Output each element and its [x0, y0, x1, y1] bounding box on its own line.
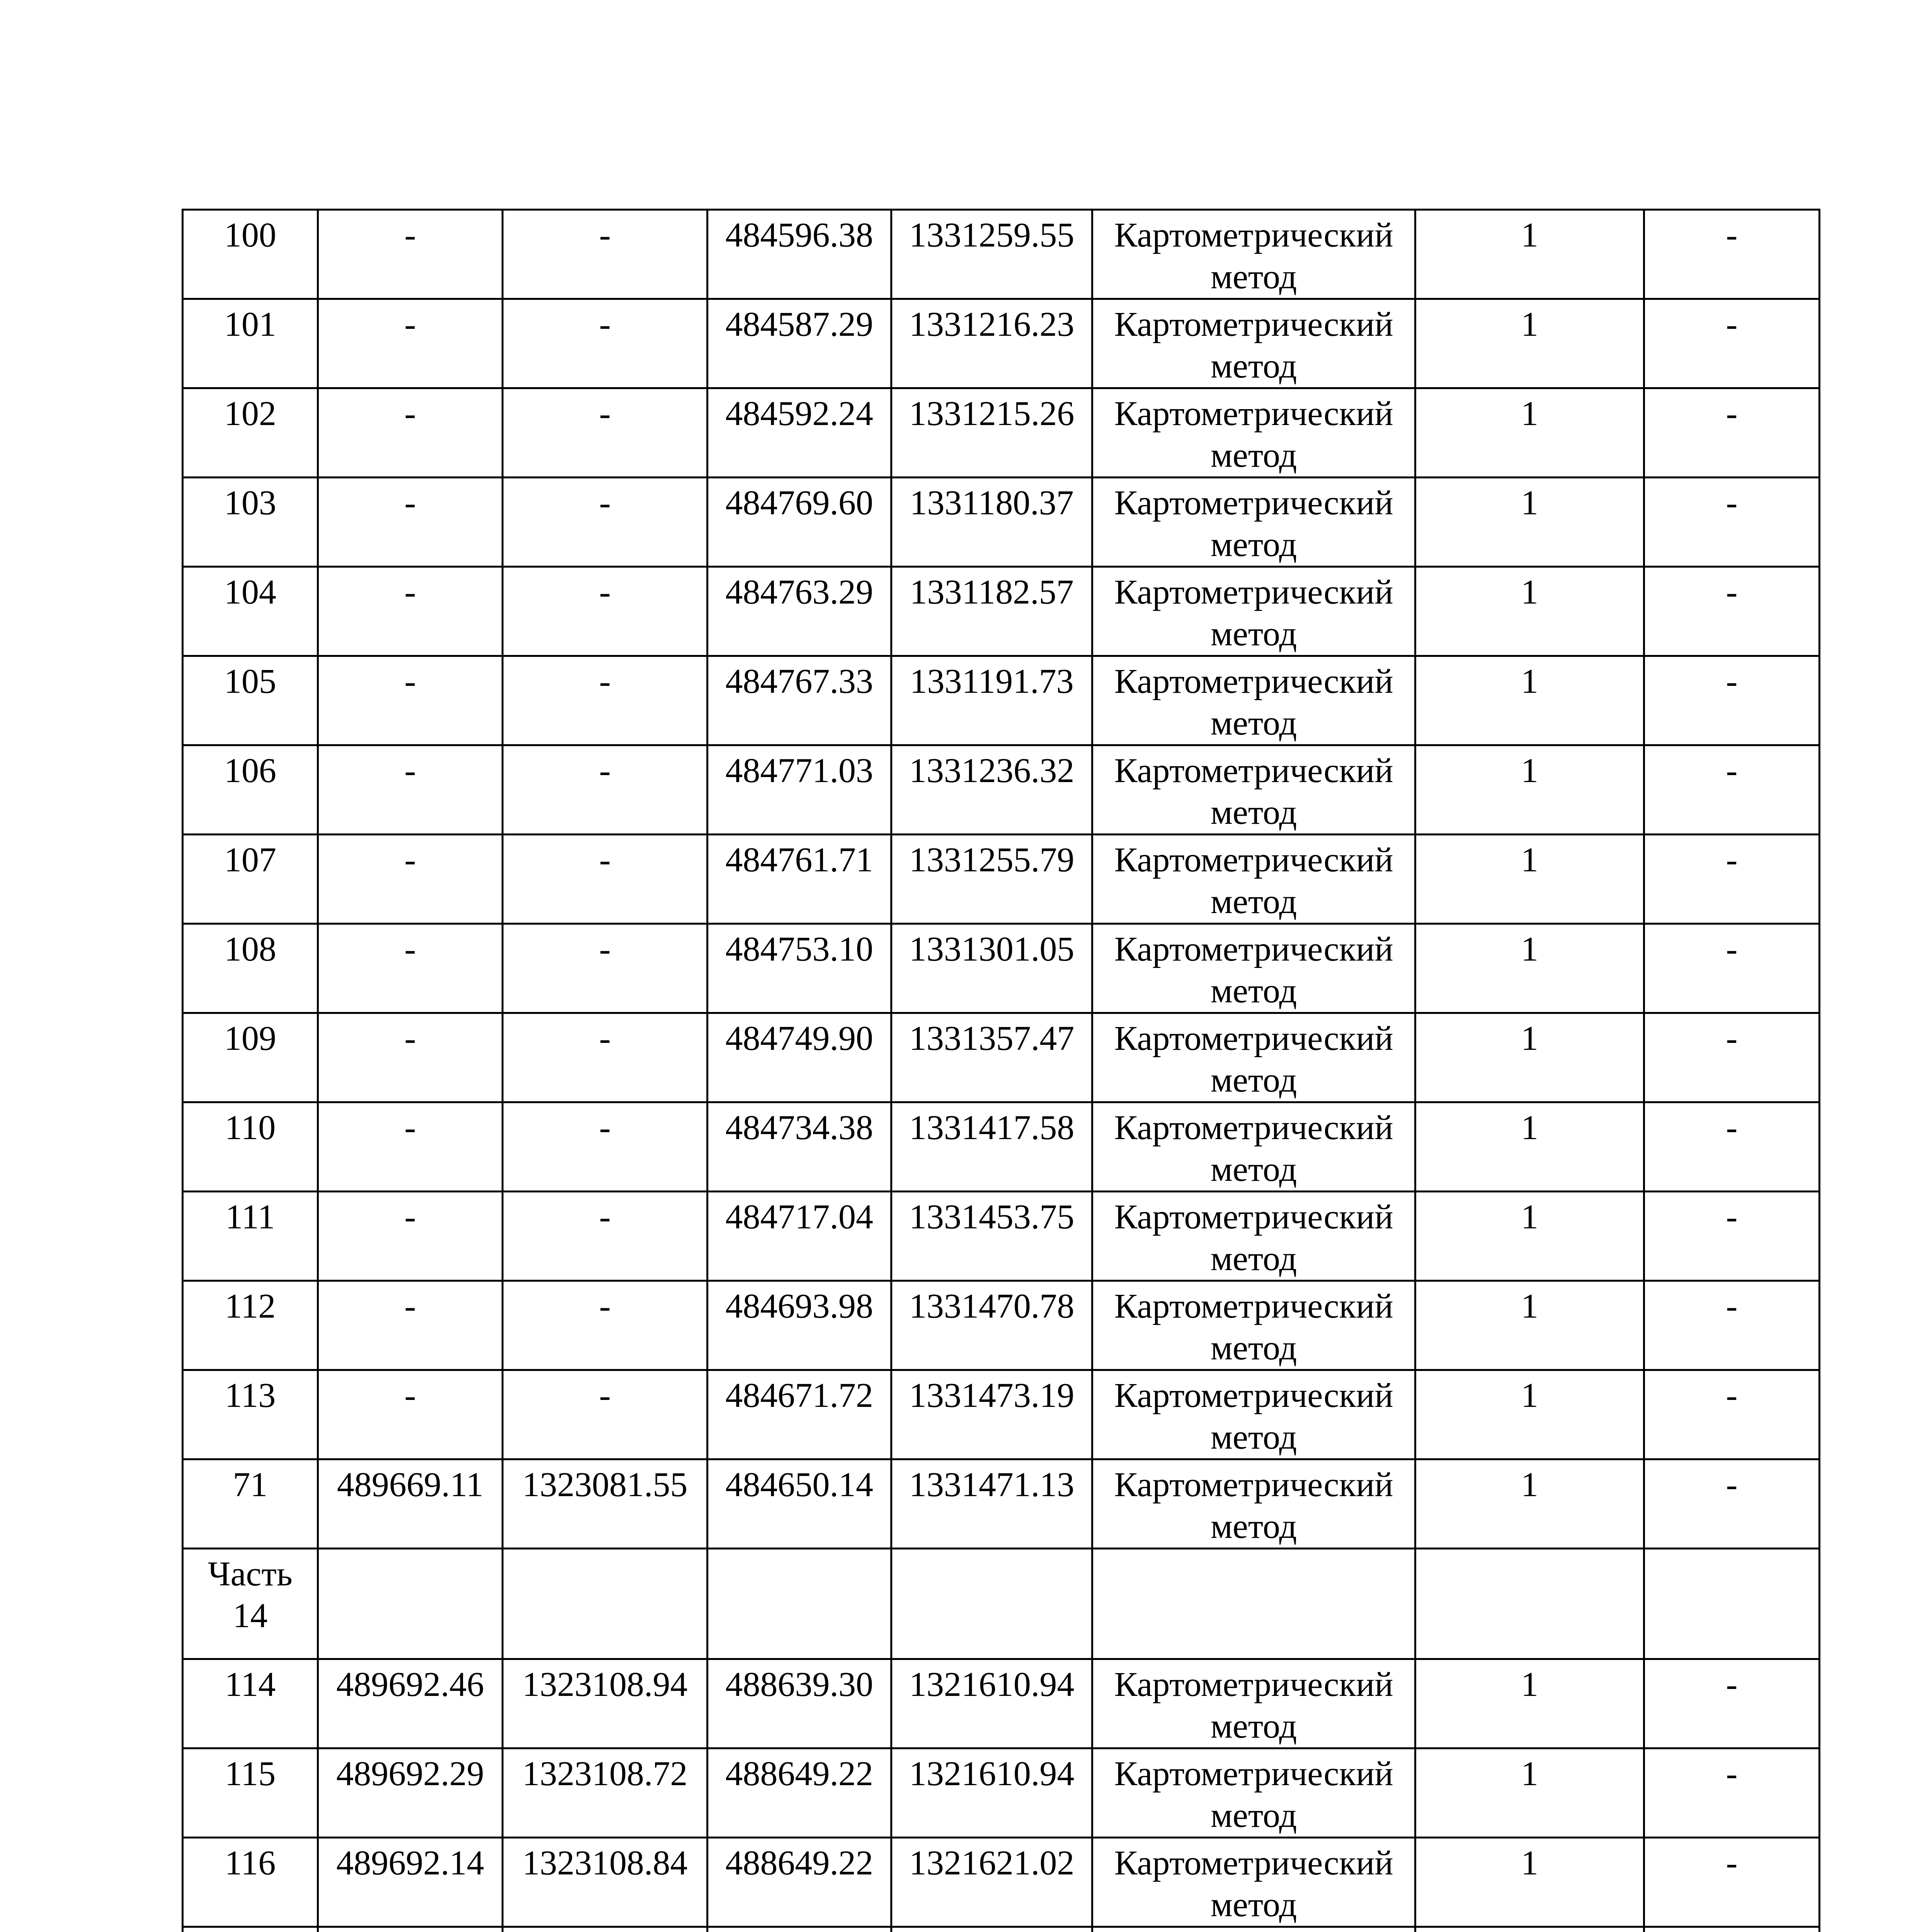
table-row [183, 1459, 1820, 1549]
x-new-cell: 484749.90 [708, 1013, 891, 1102]
y-old-cell: - [503, 388, 708, 478]
x-old-cell: - [318, 1013, 503, 1102]
y-new-cell: 1331191.73 [891, 656, 1092, 745]
accuracy-cell: 1 [1415, 1748, 1644, 1838]
y-new-cell: 1331215.26 [891, 388, 1092, 478]
method-cell: Картометрический метод [1092, 656, 1415, 745]
x-new-cell: 484767.33 [708, 656, 891, 745]
x-new-cell: 484753.10 [708, 924, 891, 1013]
x-old-cell: 489692.14 [318, 1838, 503, 1927]
x-old-cell: - [318, 656, 503, 745]
y-old-cell [503, 1927, 708, 1932]
coordinates-table [182, 209, 1820, 1932]
table-row [183, 388, 1820, 478]
y-new-cell: 1331216.23 [891, 299, 1092, 388]
table-row [183, 745, 1820, 835]
y-new-cell: 1331255.79 [891, 835, 1092, 924]
note-cell: - [1644, 210, 1820, 299]
y-old-cell: - [503, 745, 708, 835]
point-number-cell: 105 [183, 656, 318, 745]
note-cell: - [1644, 1102, 1820, 1192]
x-old-cell: - [318, 1192, 503, 1281]
note-cell [1644, 1927, 1820, 1932]
x-new-cell: 484717.04 [708, 1192, 891, 1281]
accuracy-cell: 1 [1415, 1013, 1644, 1102]
table-row [183, 1192, 1820, 1281]
x-new-cell: 484763.29 [708, 567, 891, 656]
y-old-cell: - [503, 656, 708, 745]
table-row [183, 1659, 1820, 1748]
table-row [183, 924, 1820, 1013]
note-cell: - [1644, 478, 1820, 567]
method-cell: Картометрический метод [1092, 1459, 1415, 1549]
y-old-cell: 1323081.55 [503, 1459, 708, 1549]
note-cell: - [1644, 656, 1820, 745]
y-new-cell: 1321621.02 [891, 1838, 1092, 1927]
y-new-cell: 1321610.94 [891, 1659, 1092, 1748]
note-cell: - [1644, 1192, 1820, 1281]
part-label-cell: Часть 14 [183, 1549, 318, 1659]
accuracy-cell [1415, 1927, 1644, 1932]
table-row [183, 478, 1820, 567]
part-header-row [183, 1549, 1820, 1659]
table-row [183, 567, 1820, 656]
table-row [183, 1748, 1820, 1838]
y-old-cell: - [503, 567, 708, 656]
empty-cell [891, 1549, 1092, 1659]
point-number-cell: 112 [183, 1281, 318, 1370]
empty-cell [1644, 1549, 1820, 1659]
point-number-cell: 109 [183, 1013, 318, 1102]
y-new-cell: 1331453.75 [891, 1192, 1092, 1281]
x-new-cell: 484761.71 [708, 835, 891, 924]
y-old-cell: - [503, 1370, 708, 1459]
y-old-cell: - [503, 299, 708, 388]
point-number-cell: 101 [183, 299, 318, 388]
y-new-cell: 1331236.32 [891, 745, 1092, 835]
x-new-cell: 484769.60 [708, 478, 891, 567]
empty-cell [318, 1549, 503, 1659]
empty-cell [708, 1549, 891, 1659]
point-number-cell: 114 [183, 1659, 318, 1748]
accuracy-cell: 1 [1415, 1370, 1644, 1459]
x-old-cell: - [318, 1281, 503, 1370]
accuracy-cell: 1 [1415, 835, 1644, 924]
x-new-cell: 484671.72 [708, 1370, 891, 1459]
x-new-cell: 484596.38 [708, 210, 891, 299]
point-number-cell: 103 [183, 478, 318, 567]
method-cell: Картометрический метод [1092, 299, 1415, 388]
method-cell: Картометрический метод [1092, 745, 1415, 835]
x-new-cell: 484734.38 [708, 1102, 891, 1192]
accuracy-cell: 1 [1415, 1192, 1644, 1281]
x-old-cell: - [318, 210, 503, 299]
x-new-cell: 488649.22 [708, 1748, 891, 1838]
note-cell: - [1644, 1013, 1820, 1102]
note-cell: - [1644, 1838, 1820, 1927]
x-old-cell: - [318, 478, 503, 567]
y-new-cell: 1331471.13 [891, 1459, 1092, 1549]
y-new-cell: 1331180.37 [891, 478, 1092, 567]
method-cell: Картометрический метод [1092, 567, 1415, 656]
accuracy-cell: 1 [1415, 924, 1644, 1013]
method-cell: Картометрический метод [1092, 924, 1415, 1013]
y-old-cell: 1323108.94 [503, 1659, 708, 1748]
x-new-cell [708, 1927, 891, 1932]
note-cell: - [1644, 1459, 1820, 1549]
y-new-cell [891, 1927, 1092, 1932]
accuracy-cell: 1 [1415, 1659, 1644, 1748]
note-cell: - [1644, 299, 1820, 388]
y-old-cell: - [503, 478, 708, 567]
y-new-cell: 1321610.94 [891, 1748, 1092, 1838]
x-old-cell: - [318, 1370, 503, 1459]
point-number-cell: 107 [183, 835, 318, 924]
table-row [183, 1927, 1820, 1932]
method-cell: Картометрический метод [1092, 835, 1415, 924]
method-cell: Картометрический метод [1092, 1748, 1415, 1838]
accuracy-cell: 1 [1415, 388, 1644, 478]
empty-cell [1415, 1549, 1644, 1659]
method-cell: Картометрический метод [1092, 1838, 1415, 1927]
empty-cell [1092, 1549, 1415, 1659]
point-number-cell: 110 [183, 1102, 318, 1192]
method-cell: Картометрический метод [1092, 478, 1415, 567]
point-number-cell: 111 [183, 1192, 318, 1281]
method-cell: Картометрический метод [1092, 1102, 1415, 1192]
accuracy-cell: 1 [1415, 1459, 1644, 1549]
x-old-cell: - [318, 388, 503, 478]
method-cell: Картометрический метод [1092, 388, 1415, 478]
x-new-cell: 488649.22 [708, 1838, 891, 1927]
table-row [183, 299, 1820, 388]
y-old-cell: - [503, 924, 708, 1013]
point-number-cell: 115 [183, 1748, 318, 1838]
y-old-cell: - [503, 1102, 708, 1192]
note-cell: - [1644, 567, 1820, 656]
x-old-cell: 489669.11 [318, 1459, 503, 1549]
method-cell: Картометрический метод [1092, 1192, 1415, 1281]
accuracy-cell: 1 [1415, 1102, 1644, 1192]
x-new-cell: 484693.98 [708, 1281, 891, 1370]
x-new-cell: 488639.30 [708, 1659, 891, 1748]
point-number-cell: 108 [183, 924, 318, 1013]
x-old-cell: - [318, 745, 503, 835]
y-old-cell: 1323108.72 [503, 1748, 708, 1838]
point-number-cell: 100 [183, 210, 318, 299]
accuracy-cell: 1 [1415, 210, 1644, 299]
note-cell: - [1644, 388, 1820, 478]
x-new-cell: 484592.24 [708, 388, 891, 478]
y-old-cell: - [503, 1013, 708, 1102]
x-old-cell: 489692.29 [318, 1748, 503, 1838]
point-number-cell: 104 [183, 567, 318, 656]
y-old-cell: - [503, 1192, 708, 1281]
method-cell: Картометрический метод [1092, 1659, 1415, 1748]
x-old-cell: 489692.46 [318, 1659, 503, 1748]
table-row [183, 1013, 1820, 1102]
y-new-cell: 1331301.05 [891, 924, 1092, 1013]
y-new-cell: 1331259.55 [891, 210, 1092, 299]
accuracy-cell: 1 [1415, 656, 1644, 745]
coordinates-table-body [183, 210, 1820, 1932]
note-cell: - [1644, 1370, 1820, 1459]
method-cell: Картометрический метод [1092, 1281, 1415, 1370]
table-row [183, 1370, 1820, 1459]
table-row [183, 1102, 1820, 1192]
y-old-cell: - [503, 835, 708, 924]
point-number-cell: 102 [183, 388, 318, 478]
point-number-cell [183, 1927, 318, 1932]
x-new-cell: 484587.29 [708, 299, 891, 388]
table-row [183, 1281, 1820, 1370]
y-old-cell: 1323108.84 [503, 1838, 708, 1927]
point-number-cell: 113 [183, 1370, 318, 1459]
y-new-cell: 1331417.58 [891, 1102, 1092, 1192]
y-new-cell: 1331470.78 [891, 1281, 1092, 1370]
x-new-cell: 484771.03 [708, 745, 891, 835]
note-cell: - [1644, 745, 1820, 835]
table-row [183, 835, 1820, 924]
x-old-cell: - [318, 299, 503, 388]
x-old-cell [318, 1927, 503, 1932]
empty-cell [503, 1549, 708, 1659]
note-cell: - [1644, 924, 1820, 1013]
point-number-cell: 71 [183, 1459, 318, 1549]
accuracy-cell: 1 [1415, 1838, 1644, 1927]
y-old-cell: - [503, 210, 708, 299]
accuracy-cell: 1 [1415, 478, 1644, 567]
note-cell: - [1644, 1659, 1820, 1748]
method-cell [1092, 1927, 1415, 1932]
y-old-cell: - [503, 1281, 708, 1370]
x-new-cell: 484650.14 [708, 1459, 891, 1549]
point-number-cell: 106 [183, 745, 318, 835]
y-new-cell: 1331182.57 [891, 567, 1092, 656]
method-cell: Картометрический метод [1092, 1013, 1415, 1102]
table-row [183, 1838, 1820, 1927]
note-cell: - [1644, 1281, 1820, 1370]
x-old-cell: - [318, 924, 503, 1013]
y-new-cell: 1331357.47 [891, 1013, 1092, 1102]
x-old-cell: - [318, 567, 503, 656]
x-old-cell: - [318, 1102, 503, 1192]
accuracy-cell: 1 [1415, 567, 1644, 656]
note-cell: - [1644, 835, 1820, 924]
table-row [183, 210, 1820, 299]
accuracy-cell: 1 [1415, 299, 1644, 388]
note-cell: - [1644, 1748, 1820, 1838]
x-old-cell: - [318, 835, 503, 924]
accuracy-cell: 1 [1415, 1281, 1644, 1370]
accuracy-cell: 1 [1415, 745, 1644, 835]
method-cell: Картометрический метод [1092, 1370, 1415, 1459]
method-cell: Картометрический метод [1092, 210, 1415, 299]
point-number-cell: 116 [183, 1838, 318, 1927]
y-new-cell: 1331473.19 [891, 1370, 1092, 1459]
table-row [183, 656, 1820, 745]
